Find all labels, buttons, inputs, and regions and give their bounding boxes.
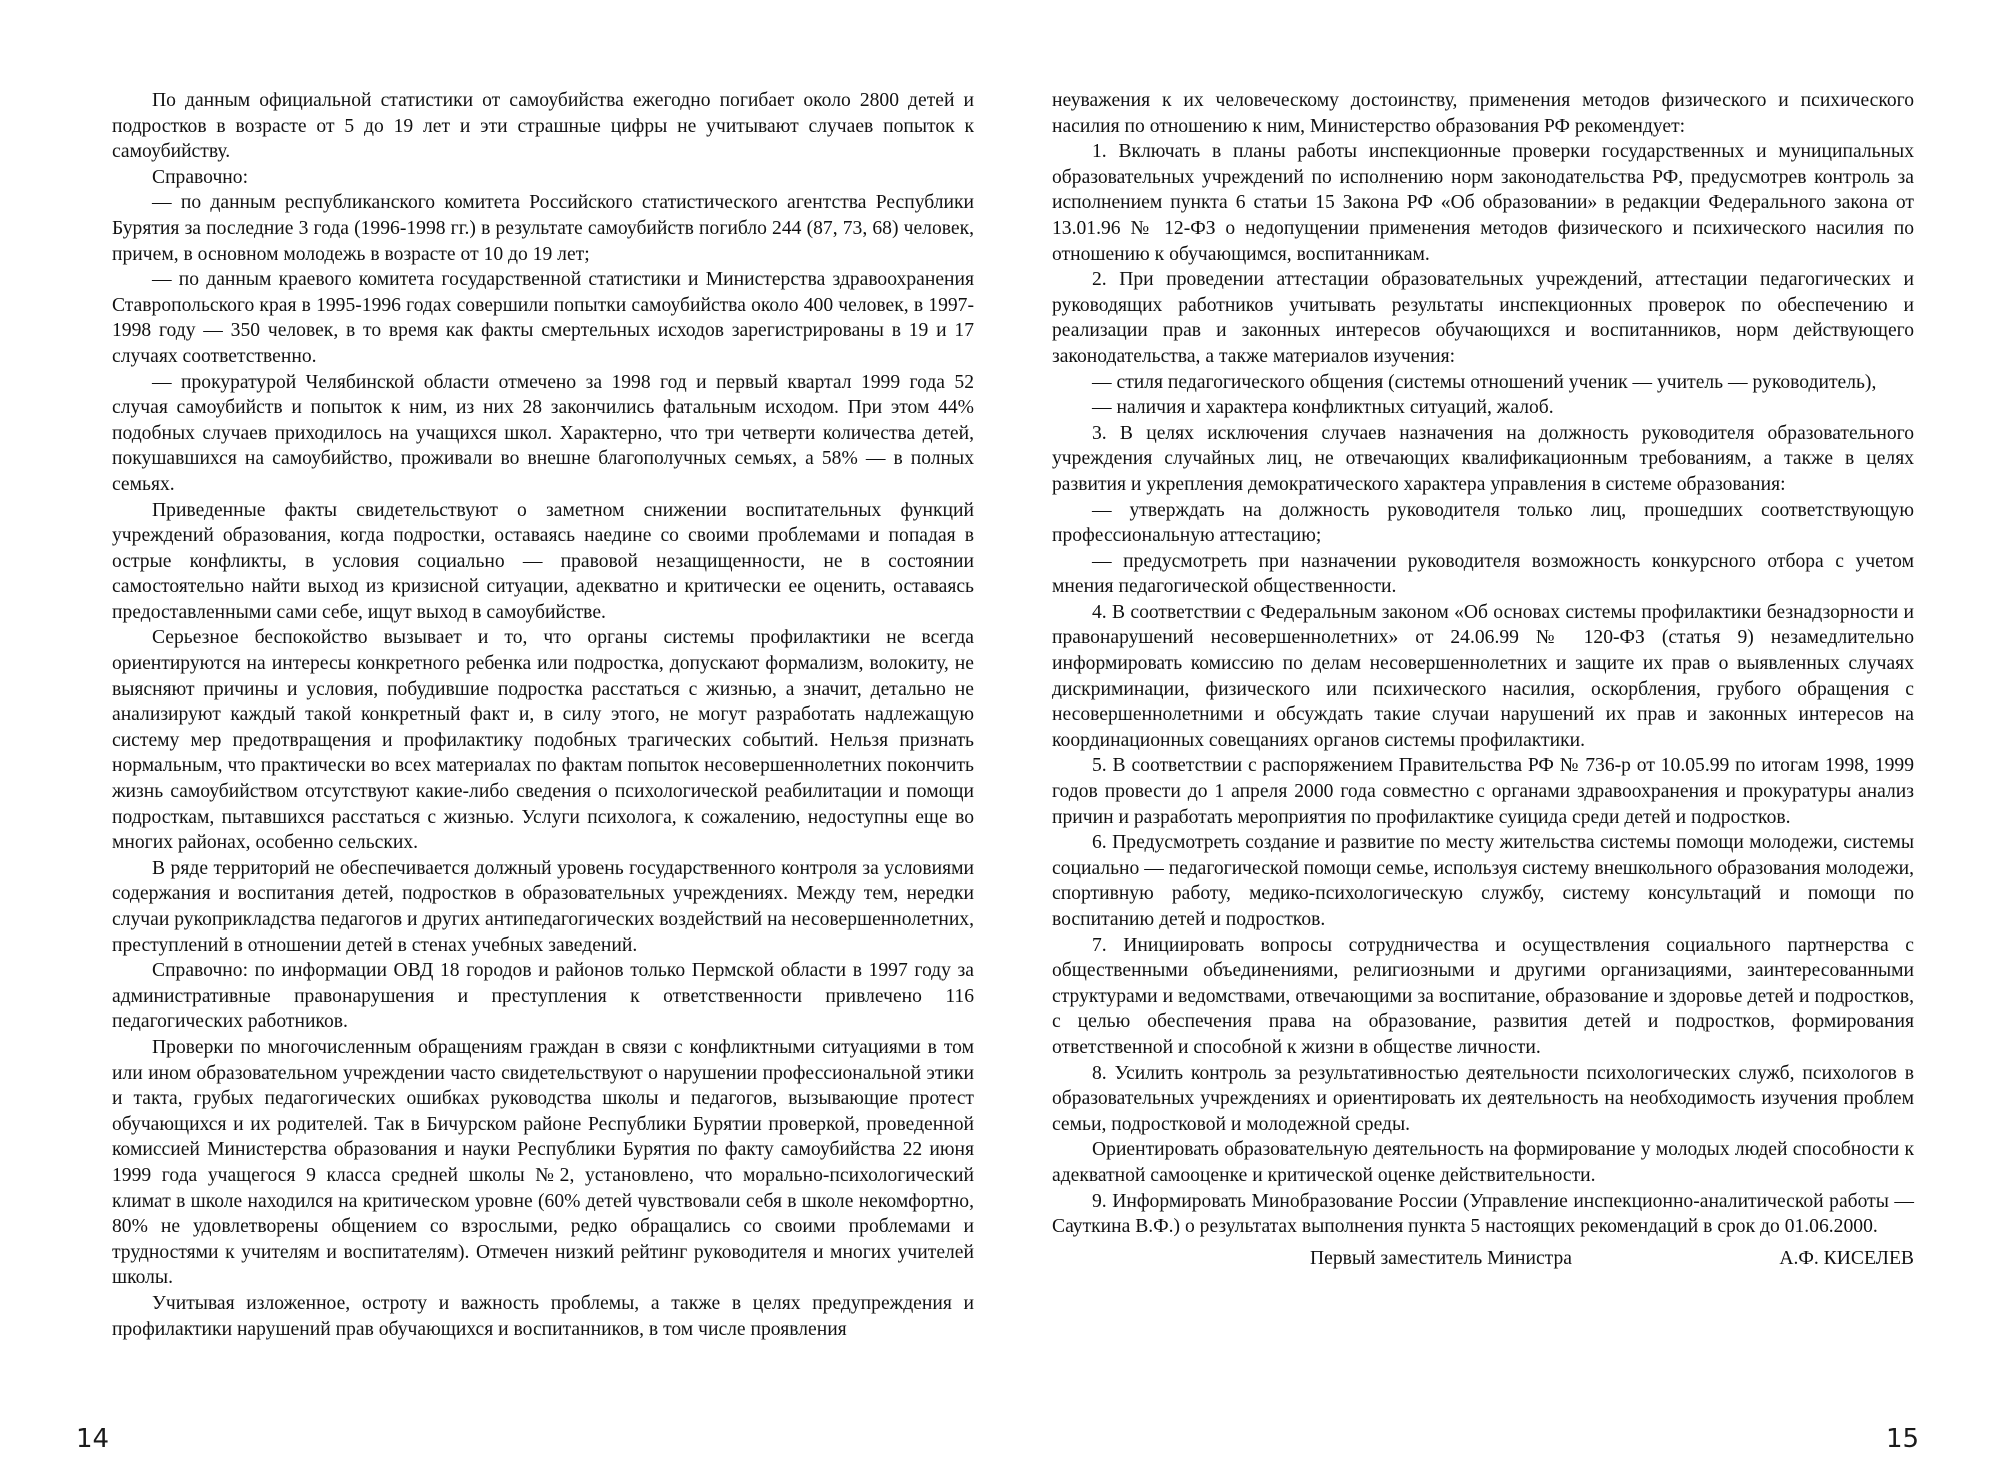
right-page-number: 15 <box>1886 1424 1920 1454</box>
left-paragraph-11: Учитывая изложенное, остроту и важность проблемы, а также в целях предупреждения и профилактики нарушений прав обучающихся и воспитанников, в том числе проявления <box>112 1292 974 1340</box>
right-paragraph-6: 3. В целях исключения случаев назначения на должность руководителя образовательного учреждения случайных лиц, не отвечающих квалификационным требованиям, а также в целях развития и укрепления демократического характера управления в системе образования: <box>1052 422 1914 495</box>
signature-block <box>1052 1246 1914 1272</box>
left-paragraph-5: — прокуратурой Челябинской области отмечено за 1998 год и первый квартал 1999 года 52 случая самоубийств и попыток к ним, из них 28 закончились фатальным исходом. При этом 44% подобных случаев приходилось на учащихся школ. Характерно, что три четверти количества детей, покушавшихся на самоубийство, проживали во внешне благополучных семьях, а 58% — в полных семьях. <box>112 371 974 495</box>
right-paragraph-5: — наличия и характера конфликтных ситуаций, жалоб. <box>1092 397 1554 419</box>
left-paragraph-7: Серьезное беспокойство вызывает и то, что органы системы профилактики не всегда ориентируются на интересы конкретного ребенка или подростка, допускают формализм, волокиту, не выясняют причины и условия, побудившие подростка расстаться с жизнью, а значит, детально не анализируют каждый такой конкретный факт и, в силу этого, не могут разработать надлежащую систему мер предотвращения и профилактику подобных трагических событий. Нельзя признать нормальным, что практически во всех материалах по фактам попыток несовершеннолетних покончить жизнь самоубийством отсутствуют какие-либо сведения о психологической реабилитации и помощи подросткам, пытавшихся расстаться с жизнью. Услуги психолога, к сожалению, недоступны еще во многих районах, особенно сельских. <box>112 627 974 854</box>
left-paragraph-9: Справочно: по информации ОВД 18 городов и районов только Пермской области в 1997 году за административные правонарушения и преступления к ответственности привлечено 116 педагогических работников. <box>112 960 974 1033</box>
right-paragraph-7: — утверждать на должность руководителя только лиц, прошедших соответствующую профессиональную аттестацию; <box>1052 499 1914 547</box>
right-paragraph-14: Ориентировать образовательную деятельность на формирование у молодых людей способности к адекватной самооценке и критической оценке действительности. <box>1052 1139 1914 1186</box>
right-paragraph-9: 4. В соответствии с Федеральным законом «Об основах системы профилактики безнадзорности и правонарушений несовершеннолетних» от 24.06.99 № 120-ФЗ (статья 9) незамедлительно информировать комиссию по делам несовершеннолетних и защите их прав о выявленных случаях дискриминации, физического или психического насилия, оскорбления, грубого обращения с несовершеннолетними и обсуждать такие случаи нарушений их прав и законных интересов на координационных совещаниях органов системы профилактики. <box>1052 601 1914 751</box>
right-paragraph-15: 9. Информировать Минобразование России (Управление инспекционно-аналитической работы — Сауткина В.Ф.) о результатах выполнения пункта 5 настоящих рекомендаций в срок до 01.06.2000. <box>1052 1190 1914 1238</box>
left-page-number: 14 <box>76 1424 110 1454</box>
right-paragraph-1: неуважения к их человеческому достоинству, применения методов физического и психического насилия по отношению к ним, Министерство образования РФ рекомендует: <box>1052 90 1914 137</box>
left-paragraph-4: — по данным краевого комитета государственной статистики и Министерства здравоохранения Ставропольского края в 1995-1996 годах совершили попытки самоубийства около 400 человек, в 1997-1998 году — 350 человек, в то время как факты смертельных исходов зарегистрированы в 19 и 17 случаях соответственно. <box>112 269 974 367</box>
left-paragraph-3: — по данным республиканского комитета Российского статистического агентства Республики Бурятия за последние 3 года (1996-1998 гг.) в результате самоубийств погибло 244 (87, 73, 68) человек, причем, в основном молодежь в возрасте от 10 до 19 лет; <box>112 192 974 265</box>
left-paragraph-1: По данным официальной статистики от самоубийства ежегодно погибает около 2800 детей и подростков в возрасте от 5 до 19 лет и эти страшные цифры не учитывают случаев попыток к самоубийству. <box>112 90 974 163</box>
signature-name: А.Ф. КИСЕЛЕВ <box>1779 1247 1914 1269</box>
right-paragraph-13: 8. Усилить контроль за результативностью деятельности психологических служб, психологов в образовательных учреждениях и ориентировать их деятельность на необходимость изучения проблем семьи, подростковой и молодежной среды. <box>1052 1062 1914 1135</box>
signature-role: Первый заместитель Министра <box>1310 1247 1572 1269</box>
right-page <box>1052 88 1914 1428</box>
right-paragraph-2: 1. Включать в планы работы инспекционные проверки государственных и муниципальных образовательных учреждений по исполнению норм законодательства РФ, предусмотрев контроль за исполнением пункта 6 статьи 15 Закона РФ «Об образовании» в редакции Федерального закона от 13.01.96 № 12-ФЗ о недопущении применения методов физического и психического насилия по отношению к обучающимся, воспитанникам. <box>1052 141 1914 265</box>
left-paragraph-6: Приведенные факты свидетельствуют о заметном снижении воспитательных функций учреждений образования, когда подростки, оставаясь наедине со своими проблемами и попадая в острые конфликты, в условия социально — правовой незащищенности, не в состоянии самостоятельно найти выход из кризисной ситуации, адекватно и критически ее оценить, оставаясь предоставленными сами себе, ищут выход в самоубийстве. <box>112 499 974 623</box>
left-paragraph-2: Справочно: <box>152 166 249 188</box>
right-paragraph-12: 7. Инициировать вопросы сотрудничества и осуществления социального партнерства с общественными объединениями, религиозными и другими организациями, заинтересованными структурами и ведомствами, отвечающими за воспитание, образование и здоровье детей и подростков, с целью обеспечения права на образование, развития детей и подростков, формирования ответственной и способной к жизни в обществе личности. <box>1052 934 1914 1058</box>
right-paragraph-4: — стиля педагогического общения (системы отношений ученик — учитель — руководитель), <box>1092 371 1877 393</box>
right-paragraph-3: 2. При проведении аттестации образовательных учреждений, аттестации педагогических и руководящих работников учитывать результаты инспекционных проверок по обеспечению и реализации прав и законных интересов обучающихся и воспитанников, норм действующего законодательства, а также материалов изучения: <box>1052 269 1914 367</box>
right-paragraph-11: 6. Предусмотреть создание и развитие по месту жительства системы помощи молодежи, системы социально — педагогической помощи семье, используя систему внешкольного образования молодежи, спортивную работу, медико-психологическую службу, систему консультаций и помощи по воспитанию детей и подростков. <box>1052 832 1914 930</box>
left-paragraph-10: Проверки по многочисленным обращениям граждан в связи с конфликтными ситуациями в том или ином образовательном учреждении часто свидетельствуют о нарушении профессиональной этики и такта, грубых педагогических ошибках руководства школы и педагогов, вызывающие протест обучающихся и их родителей. Так в Бичурском районе Республики Бурятии проверкой, проведенной комиссией Министерства образования и науки Республики Бурятия по факту самоубийства 22 июня 1999 года учащегося 9 класса средней школы №2, установлено, что морально-психологический климат в школе находился на критическом уровне (60% детей чувствовали себя в школе некомфортно, 80% не удовлетворены общением со взрослыми, редко обращались со своими проблемами и трудностями к учителям и воспитателям). Отмечен низкий рейтинг руководителя и многих учителей школы. <box>112 1036 974 1289</box>
right-paragraph-10: 5. В соответствии с распоряжением Правительства РФ № 736-р от 10.05.99 по итогам 1998, 1999 годов провести до 1 апреля 2000 года совместно с органами здравоохранения и прокуратуры анализ причин и разработать мероприятия по профилактике суицида среди детей и подростков. <box>1052 755 1914 828</box>
left-page <box>112 88 974 1428</box>
left-paragraph-8: В ряде территорий не обеспечивается должный уровень государственного контроля за условиями содержания и воспитания детей, подростков в образовательных учреждениях. Между тем, нередки случаи рукоприкладства педагогов и других антипедагогических воздействий на несовершеннолетних, преступлений в отношении детей в стенах учебных заведений. <box>112 857 974 956</box>
right-paragraph-8: — предусмотреть при назначении руководителя возможность конкурсного отбора с учетом мнения педагогической общественности. <box>1052 550 1914 598</box>
